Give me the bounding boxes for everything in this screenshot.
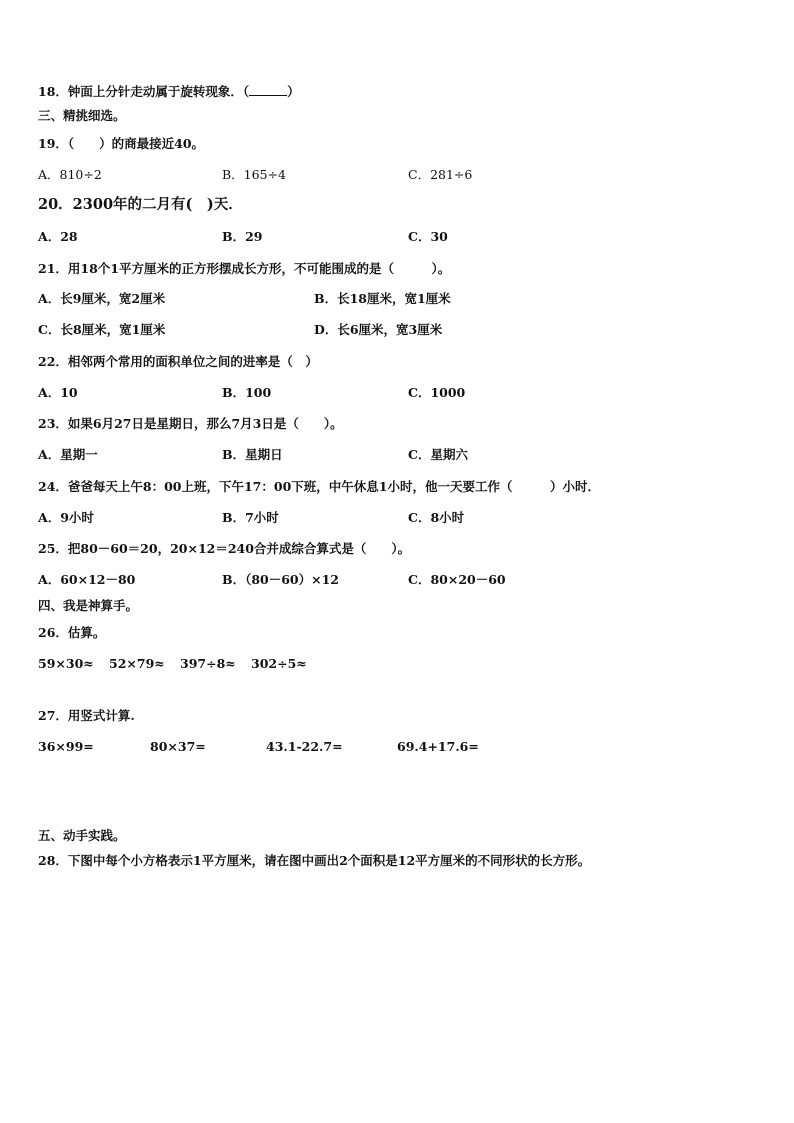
section-3-title: 三、精挑细选。 [38, 108, 126, 123]
question-25-stem: 25．把80－60＝20，20×12＝240合并成综合算式是（ ）。 [38, 541, 411, 556]
q23-option-b[interactable]: B．星期日 [222, 447, 283, 462]
q21-option-a[interactable]: A．长9厘米，宽2厘米 [38, 291, 166, 306]
q25-option-c[interactable]: C．80×20－60 [408, 572, 506, 587]
section-5-title: 五、动手实践。 [38, 828, 126, 843]
question-26-stem: 26．估算。 [38, 625, 106, 640]
question-24-stem: 24．爸爸每天上午8：00上班，下午17：00下班，中午休息1小时，他一天要工作（ ）小时． [38, 479, 600, 494]
question-22-stem: 22．相邻两个常用的面积单位之间的进率是（ ） [38, 354, 318, 369]
q22-option-a[interactable]: A．10 [38, 385, 78, 400]
q19-option-c[interactable]: C．281÷6 [408, 167, 473, 182]
q27-item-1: 36×99= [38, 739, 94, 754]
q18-text: 18．钟面上分针走动属于旋转现象．（ [38, 84, 250, 99]
q20-option-b[interactable]: B．29 [222, 229, 263, 244]
q22-option-b[interactable]: B．100 [222, 385, 272, 400]
q27-item-4: 69.4+17.6= [397, 739, 479, 754]
q21-option-d[interactable]: D．长6厘米，宽3厘米 [314, 322, 443, 337]
q19-option-b[interactable]: B．165÷4 [222, 167, 286, 182]
q23-option-c[interactable]: C．星期六 [408, 447, 468, 462]
question-21-stem: 21．用18个1平方厘米的正方形摆成长方形，不可能围成的是（ ）。 [38, 261, 451, 276]
q26-item-2: 52×79≈ [109, 656, 165, 671]
q26-item-4: 302÷5≈ [251, 656, 307, 671]
question-28-stem: 28．下图中每个小方格表示1平方厘米，请在图中画出2个面积是12平方厘米的不同形状的长方形。 [38, 853, 591, 868]
q18-close: ） [287, 84, 300, 99]
q25-option-b[interactable]: B．（80－60）×12 [222, 572, 339, 587]
q21-option-b[interactable]: B．长18厘米，宽1厘米 [314, 291, 451, 306]
question-19-stem: 19．（ ）的商最接近40。 [38, 136, 205, 151]
question-20-stem: 20．2300年的二月有( )天． [38, 196, 243, 213]
question-18 [38, 84, 300, 100]
question-23-stem: 23．如果6月27日是星期日，那么7月3日是（ ）。 [38, 416, 343, 431]
answer-blank[interactable] [249, 85, 287, 96]
q24-option-b[interactable]: B．7小时 [222, 510, 279, 525]
q23-option-a[interactable]: A．星期一 [38, 447, 98, 462]
q27-item-3: 43.1-22.7= [266, 739, 343, 754]
q26-item-1: 59×30≈ [38, 656, 94, 671]
q24-option-a[interactable]: A．9小时 [38, 510, 94, 525]
q25-option-a[interactable]: A．60×12－80 [38, 572, 136, 587]
q27-item-2: 80×37= [150, 739, 206, 754]
q20-option-c[interactable]: C．30 [408, 229, 448, 244]
q24-option-c[interactable]: C．8小时 [408, 510, 465, 525]
section-4-title: 四、我是神算手。 [38, 598, 139, 613]
q19-option-a[interactable]: A．810÷2 [38, 167, 102, 182]
q20-option-a[interactable]: A．28 [38, 229, 78, 244]
q22-option-c[interactable]: C．1000 [408, 385, 466, 400]
q26-item-3: 397÷8≈ [180, 656, 236, 671]
q21-option-c[interactable]: C．长8厘米，宽1厘米 [38, 322, 166, 337]
question-27-stem: 27．用竖式计算. [38, 708, 135, 723]
